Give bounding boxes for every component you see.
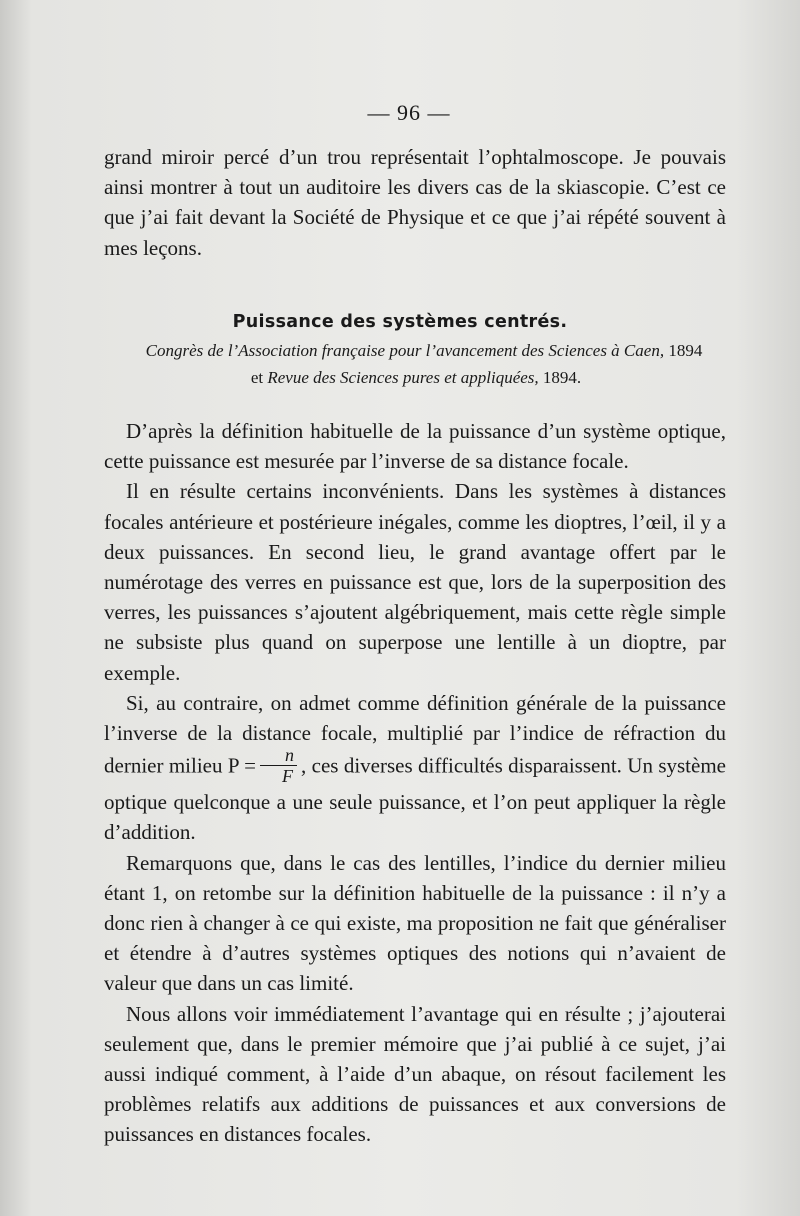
paragraph-5: Nous allons voir immédiatement l’avantage qui en résulte ; j’ajouterai seulement que, dans le premier mémoire que j’ai publié à ce sujet, j’ai aussi indiqué comment, à l’aide d’un abaque, on résout facilement les problèmes relatifs aux additions de puissances et aux conversions de puissances en distances focales. [104, 1001, 726, 1147]
section-title: Puissance des systèmes centrés. [232, 312, 568, 332]
citation-1-year: 1894 [668, 341, 703, 360]
paragraph-3-after: , ces diverses difficultés disparaissent. Un système optique quelconque a une seule puissance, et l’on peut appliquer la règle d’addition. [104, 753, 726, 845]
section-body [104, 416, 726, 1150]
citation-2-text: Revue des Sciences pures et appliquées, [267, 368, 539, 387]
paragraph-2: Il en résulte certains inconvénients. Dans les systèmes à distances focales antérieure et postérieure inégales, comme les dioptres, l’œil, il y a deux puissances. En second lieu, le grand avantage offert par le numérotage des verres en puissance est que, lors de la superposition des verres, les puissances s’ajoutent algébriquement, mais cette règle simple ne subsiste plus quand on superpose une lentille à un dioptre, par exemple. [104, 479, 726, 685]
paragraph-3 [104, 688, 726, 848]
fraction-denominator: F [282, 766, 294, 787]
intro-text: grand miroir percé d’un trou représentait l’ophtalmoscope. Je pouvais ainsi montrer à tout un auditoire les divers cas de la skiascopie. C’est ce que j’ai fait devant la Société de Physique et ce que j’ai répété souvent à mes leçons. [104, 145, 726, 260]
citation-1-text: Congrès de l’Association française pour l’avancement des Sciences à Caen, [145, 341, 665, 360]
fraction-numerator: n [260, 746, 297, 766]
citation-2-year: 1894. [542, 368, 582, 387]
citation-2-prefix: et [250, 368, 264, 387]
citation-line-2 [16, 368, 800, 388]
page-number: — 96 — [367, 100, 451, 125]
intro-paragraph [104, 142, 726, 263]
paragraph-1: D’après la définition habituelle de la puissance d’un système optique, cette puissance est mesurée par l’inverse de sa distance focale. [104, 419, 726, 474]
citation-line-1 [24, 341, 800, 361]
paragraph-4: Remarquons que, dans le cas des lentilles, l’indice du dernier milieu étant 1, on retombe sur la définition habituelle de la puissance : il n’y a donc rien à changer à ce qui existe, ma proposition ne fait que généraliser et étendre à d’autres systèmes optiques des notions qui n’avaient de valeur que dans un cas limité. [104, 850, 726, 996]
paragraph-3-before: Si, au contraire, on admet comme définition générale de la puissance l’inverse de la distance focale, multiplié par l’indice de réfraction du dernier milieu P = [104, 690, 726, 778]
power-formula-fraction [260, 746, 297, 785]
